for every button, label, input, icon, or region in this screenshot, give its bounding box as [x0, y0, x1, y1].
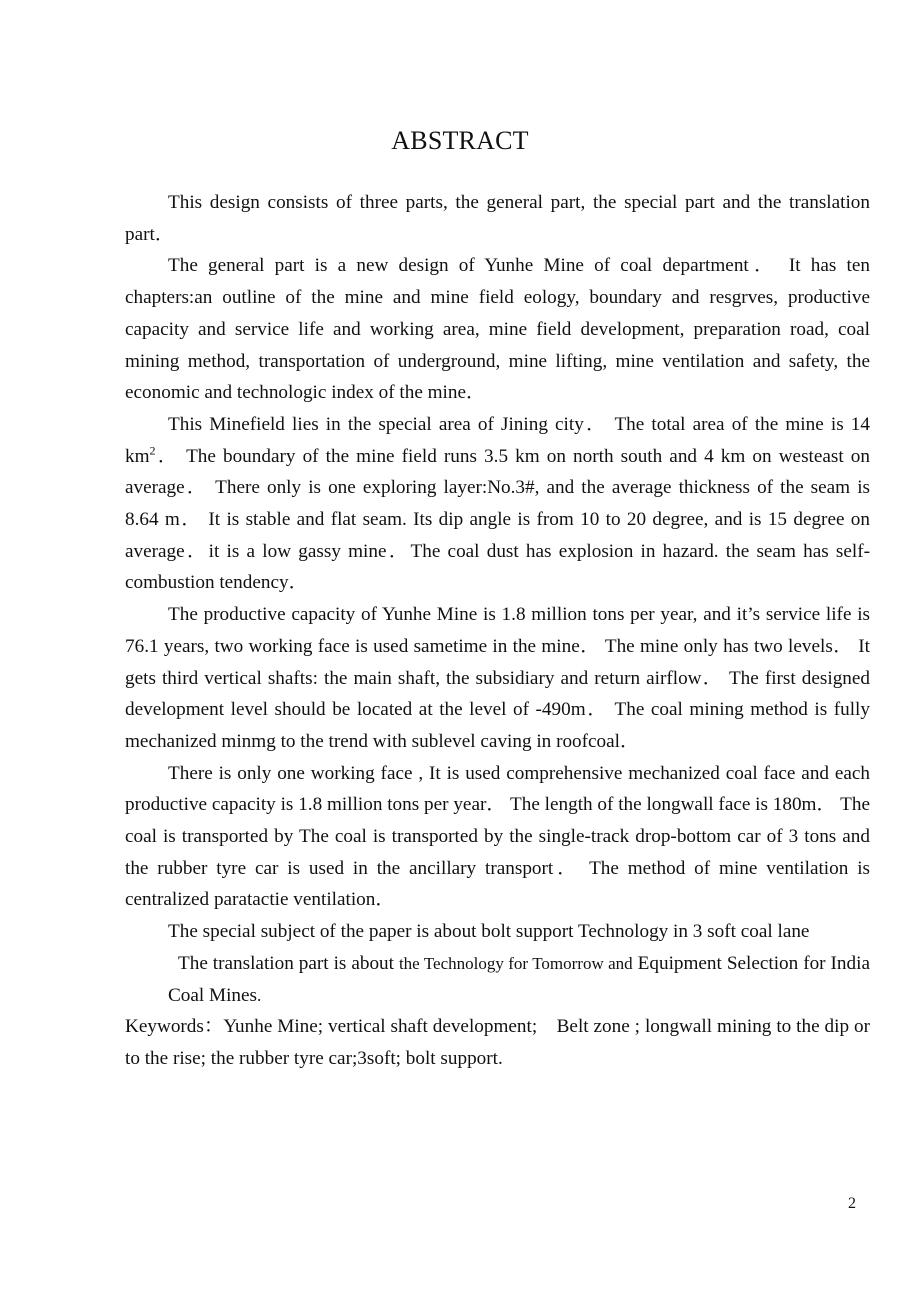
- paragraph-minefield: [125, 409, 870, 599]
- abstract-body: [125, 187, 870, 1075]
- paragraph-translation-part: [168, 948, 870, 1011]
- paragraph-working-face: There is only one working face , It is used comprehensive mechanized coal face and each productive capacity is 1.8 million tons per year． The length of the longwall face is 180m． The coal is transported by The coal is transported by the single-track drop-bottom car of 3 tons and the rubber tyre car is used in the ancillary transport． The method of mine ventilation is centralized paratactie ventilation．: [125, 762, 870, 911]
- translation-text-a: The translation part is about: [178, 952, 399, 974]
- area-unit-superscript: 2: [149, 443, 156, 458]
- keywords-line: Keywords：Yunhe Mine; vertical shaft development; Belt zone ; longwall mining to the dip or to the rise; the rubber tyre car;3soft; bolt support.: [125, 1016, 870, 1069]
- minefield-text-end: ． The boundary of the mine field runs 3.5 km on north south and 4 km on westeast on average． There only is one exploring layer:No.3#, and the average thickness of the seam is 8.64 m． It is stable and flat seam. Its dip angle is from 10 to 20 degree, and is 15 degree on average．it is a low gassy mine．The coal dust has explosion in hazard. the seam has self-combustion tendency．: [125, 445, 870, 594]
- paragraph-special-subject: The special subject of the paper is about bolt support Technology in 3 soft coal lane: [168, 921, 810, 943]
- translation-text-b: the Technology for Tomorrow and: [398, 953, 633, 973]
- paragraph-capacity: The productive capacity of Yunhe Mine is 1.8 million tons per year, and it’s service life is 76.1 years, two working face is used sametime in the mine． The mine only has two levels． It gets third vertical shafts: the main shaft, the subsidiary and return airflow． The first designed development level should be located at the level of -490m． The coal mining method is fully mechanized minmg to the trend with sublevel caving in roofcoal．: [125, 604, 870, 752]
- page-title: ABSTRACT: [391, 126, 529, 155]
- translation-text-c: Equipment Selection for India Coal Mines: [168, 952, 870, 1006]
- page-number: 2: [848, 1195, 856, 1212]
- paragraph-general-part: The general part is a new design of Yunhe Mine of coal department． It has ten chapters:an outline of the mine and mine field eology, boundary and resgrves, productive capacity and service life and working area, mine field development, preparation road, coal mining method, transportation of underground, mine lifting, mine ventilation and safety, the economic and technologic index of the mine．: [125, 255, 870, 404]
- translation-text-d: .: [257, 985, 262, 1005]
- minefield-text-start: This Minefield lies in the special area of Jining city． The total area of the mine is 14 km: [125, 413, 870, 467]
- paragraph-overview: This design consists of three parts, the general part, the special part and the translation part．: [125, 192, 870, 245]
